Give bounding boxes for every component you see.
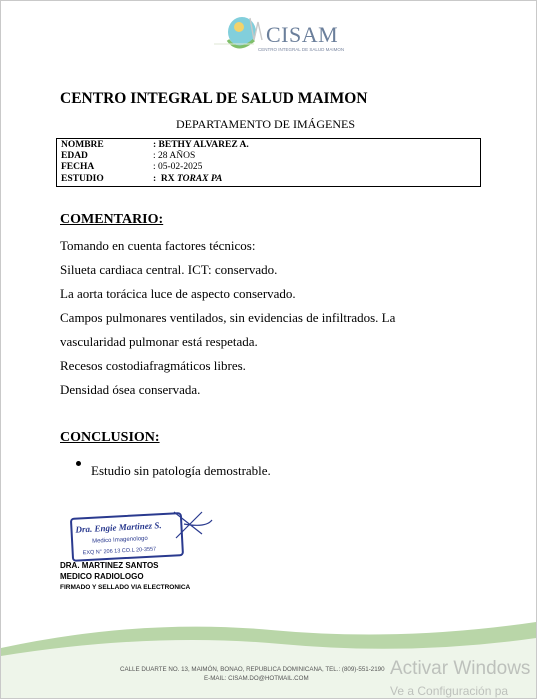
signature-note: FIRMADO Y SELLADO VIA ELECTRONICA [60, 584, 191, 591]
study-value-italic: TORAX PA [177, 174, 223, 184]
comment-heading: COMENTARIO: [60, 212, 164, 227]
department-title: DEPARTAMENTO DE IMÁGENES [176, 117, 355, 131]
comment-line-3: La aorta torácica luce de aspecto conservado. [60, 286, 296, 301]
page-title: CENTRO INTEGRAL DE SALUD MAIMON [60, 90, 368, 107]
stamp-role: Medico Imagenologo [91, 535, 148, 545]
logo-name: CISAM [266, 22, 339, 47]
study-value [153, 174, 222, 185]
stamp-frame-icon [66, 508, 216, 562]
date-value: : 05-02-2025 [153, 162, 203, 172]
stamp-exq: EXQ N° 206 13 CO.L 20-3557 [82, 546, 157, 557]
age-value: : 28 AÑOS [153, 151, 196, 161]
comment-line-5: vascularidad pulmonar está respetada. [60, 334, 258, 349]
conclusion-item-1: Estudio sin patología demostrable. [91, 463, 271, 478]
comment-line-7: Densidad ósea conservada. [60, 382, 201, 397]
stamp-name: Dra. Engie Martinez S. [75, 520, 162, 535]
patient-info-box [56, 138, 481, 187]
age-label: EDAD [61, 151, 88, 161]
comment-line-4: Campos pulmonares ventilados, sin evidencias de infiltrados. La [60, 310, 396, 325]
logo-subtitle: CENTRO INTEGRAL DE SALUD MAIMON [258, 47, 345, 52]
name-label: NOMBRE [61, 140, 104, 150]
comment-line-1: Tomando en cuenta factores técnicos: [60, 238, 256, 253]
date-label: FECHA [61, 162, 95, 172]
name-value: : BETHY ALVAREZ A. [153, 140, 249, 150]
study-label: ESTUDIO [61, 174, 104, 184]
study-value-prefix: : RX [153, 174, 178, 184]
conclusion-heading: CONCLUSION: [60, 430, 160, 445]
comment-line-6: Recesos costodiafragmáticos libres. [60, 358, 246, 373]
signature-name: DRA. MARTINEZ SANTOS [60, 561, 159, 570]
signature-title: MEDICO RADIOLOGO [60, 572, 144, 581]
activate-windows-text: Activar Windows [390, 658, 531, 679]
activate-windows-subtext: Ve a Configuración pa [390, 684, 509, 698]
doctor-stamp [66, 508, 216, 562]
footer-email: E-MAIL: CISAM.DO@HOTMAIL.COM [204, 675, 309, 682]
comment-line-2: Silueta cardiaca central. ICT: conservado. [60, 262, 278, 277]
footer-address: CALLE DUARTE NO. 13, MAIMÓN, BONAO, REPUBLICA DOMINICANA, TEL.: (809)-551-2190 [120, 666, 385, 673]
cisam-logo [214, 10, 344, 56]
bullet-icon [76, 461, 81, 466]
